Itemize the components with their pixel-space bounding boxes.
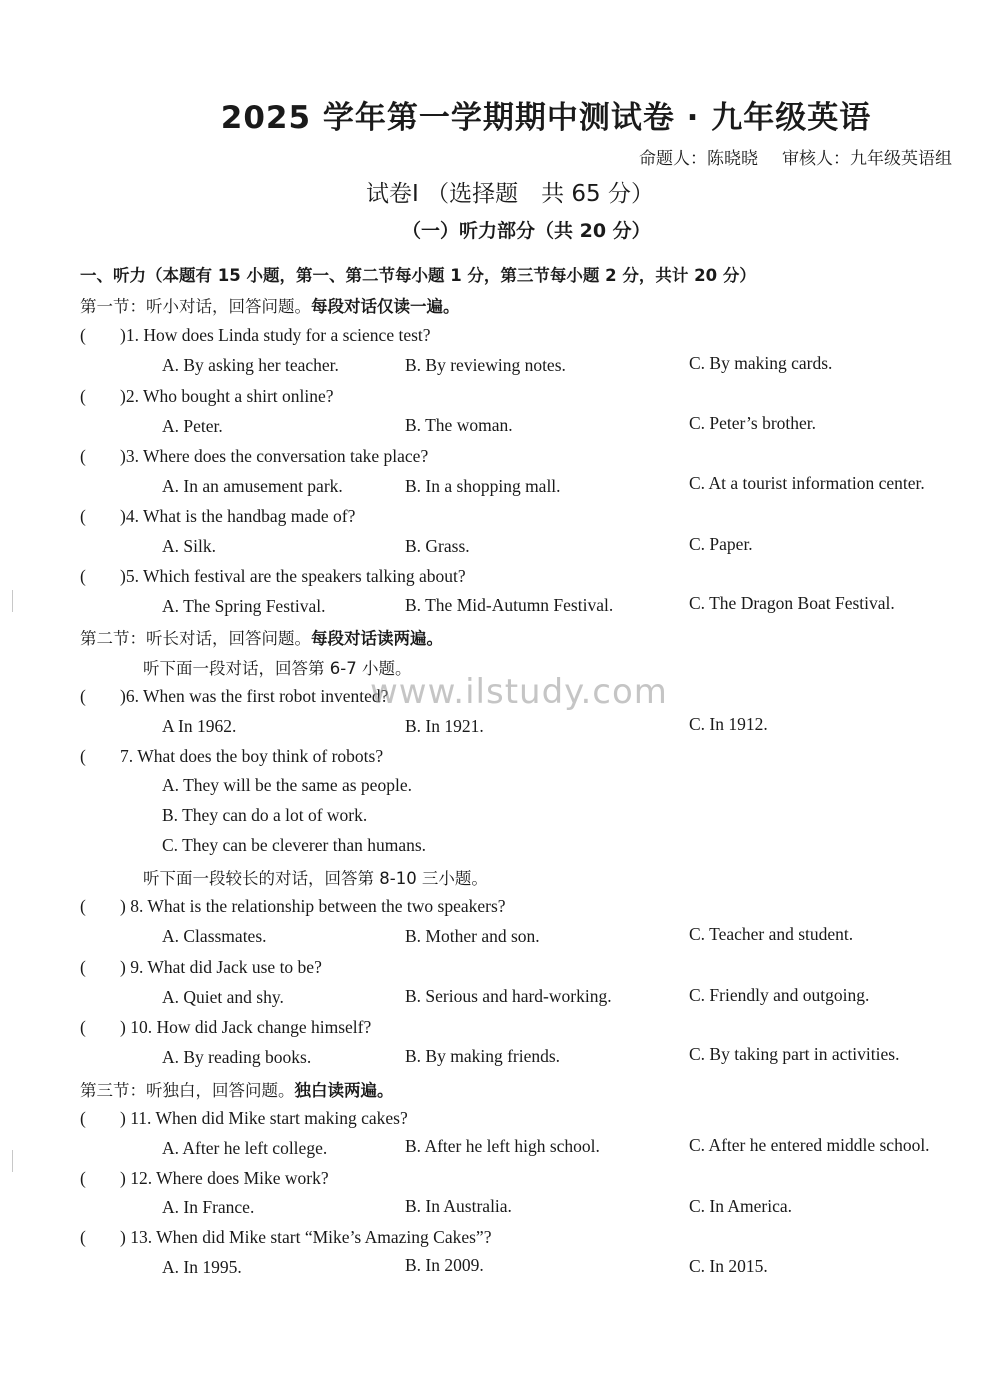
option-b: B. In 2009.	[405, 1255, 484, 1275]
answer-blank[interactable]: (	[80, 746, 86, 766]
question-text: What does the boy think of robots?	[137, 746, 384, 766]
answer-blank[interactable]: (	[80, 506, 86, 526]
answer-blank[interactable]: (	[80, 1168, 86, 1188]
part3-label: 第三节：听独白，回答问题。	[80, 1081, 295, 1100]
answer-blank[interactable]: (	[80, 1108, 86, 1128]
part2-instruction-1: 听下面一段对话，回答第 6-7 小题。	[143, 659, 412, 678]
question-number: )1.	[120, 325, 139, 345]
question-6	[80, 686, 388, 707]
question-12	[80, 1168, 329, 1189]
answer-blank[interactable]: (	[80, 566, 86, 586]
option-c: C. By taking part in activities.	[689, 1044, 900, 1064]
question-2	[80, 386, 334, 407]
section-heading: 一、听力（本题有 15 小题，第一、第二节每小题 1 分，第三节每小题 2 分，共计 20 分）	[80, 266, 756, 285]
question-text: How does Linda study for a science test?	[143, 325, 431, 345]
option-a: A. Classmates.	[162, 926, 267, 946]
option-c: C. In America.	[689, 1196, 793, 1216]
question-9	[80, 957, 322, 978]
option-c: C. They can be cleverer than humans.	[162, 835, 427, 855]
question-number: ) 8.	[120, 896, 144, 916]
scan-edge-mark	[12, 590, 13, 612]
question-number: ) 11.	[120, 1108, 152, 1128]
question-number: )4.	[120, 506, 139, 526]
question-3	[80, 446, 428, 467]
answer-blank[interactable]: (	[80, 686, 86, 706]
option-c: C. Teacher and student.	[689, 924, 854, 944]
option-a: A In 1962.	[162, 716, 237, 736]
option-c: C. In 1912.	[689, 714, 768, 734]
scan-edge-mark	[12, 1150, 13, 1172]
question-text: Who bought a shirt online?	[143, 386, 334, 406]
part3-heading	[80, 1077, 394, 1101]
option-c: C. Paper.	[689, 534, 753, 554]
question-text: Where does Mike work?	[156, 1168, 329, 1188]
question-1	[80, 325, 431, 346]
question-number: ) 10.	[120, 1017, 153, 1037]
part3-note: 独白读两遍。	[294, 1081, 394, 1100]
option-c: C. Friendly and outgoing.	[689, 985, 870, 1005]
paper-part-heading: 试卷Ⅰ （选择题 共 65 分）	[366, 181, 654, 207]
question-5	[80, 566, 466, 587]
reviewer: 审核人：九年级英语组	[782, 149, 952, 169]
option-b: B. In 1921.	[405, 716, 484, 736]
part2-instruction-2: 听下面一段较长的对话，回答第 8-10 三小题。	[143, 869, 488, 888]
option-b: B. They can do a lot of work.	[162, 805, 368, 825]
question-13	[80, 1227, 491, 1248]
question-number: )2.	[120, 386, 139, 406]
option-c: C. The Dragon Boat Festival.	[689, 593, 895, 613]
author: 命题人：陈晓晓	[639, 149, 758, 169]
part1-note: 每段对话仅读一遍。	[311, 297, 460, 316]
option-a: A. By reading books.	[162, 1047, 312, 1067]
exam-authors	[639, 144, 952, 169]
question-text: When did Mike start “Mike’s Amazing Cakes”?	[156, 1227, 492, 1247]
question-text: What is the relationship between the two speakers?	[147, 896, 506, 916]
question-number: ) 13.	[120, 1227, 153, 1247]
exam-title: 2025 学年第一学期期中测试卷 · 九年级英语	[220, 100, 872, 136]
question-10	[80, 1017, 371, 1038]
option-b: B. Grass.	[405, 536, 470, 556]
option-a: A. They will be the same as people.	[162, 775, 412, 795]
option-a: A. Peter.	[162, 416, 223, 436]
option-c: C. Peter’s brother.	[689, 413, 817, 433]
option-b: B. In a shopping mall.	[405, 476, 561, 496]
answer-blank[interactable]: (	[80, 325, 86, 345]
option-c: C. By making cards.	[689, 353, 833, 373]
listening-part-heading: （一）听力部分（共 20 分）	[402, 220, 651, 242]
question-8	[80, 896, 506, 917]
question-11	[80, 1108, 408, 1129]
question-text: Where does the conversation take place?	[143, 446, 429, 466]
part1-label: 第一节：听小对话，回答问题。	[80, 297, 311, 316]
answer-blank[interactable]: (	[80, 386, 86, 406]
part2-heading	[80, 625, 443, 649]
answer-blank[interactable]: (	[80, 896, 86, 916]
question-text: How did Jack change himself?	[156, 1017, 372, 1037]
answer-blank[interactable]: (	[80, 1017, 86, 1037]
watermark: www.ilstudy.com	[370, 672, 668, 712]
part1-heading	[80, 293, 460, 317]
option-b: B. By reviewing notes.	[405, 355, 566, 375]
question-7	[80, 746, 383, 767]
question-number: ) 12.	[120, 1168, 153, 1188]
option-c: C. At a tourist information center.	[689, 473, 925, 493]
option-c: C. In 2015.	[689, 1256, 768, 1276]
part2-note: 每段对话读两遍。	[311, 629, 443, 648]
question-text: Which festival are the speakers talking about?	[143, 566, 466, 586]
option-b: B. The Mid-Autumn Festival.	[405, 595, 614, 615]
option-b: B. The woman.	[405, 415, 513, 435]
option-c: C. After he entered middle school.	[689, 1135, 930, 1155]
question-text: When did Mike start making cakes?	[155, 1108, 408, 1128]
option-a: A. After he left college.	[162, 1138, 328, 1158]
option-b: B. Mother and son.	[405, 926, 540, 946]
answer-blank[interactable]: (	[80, 957, 86, 977]
option-a: A. By asking her teacher.	[162, 355, 339, 375]
option-b: B. By making friends.	[405, 1046, 561, 1066]
part2-label: 第二节：听长对话，回答问题。	[80, 629, 311, 648]
option-a: A. Silk.	[162, 536, 216, 556]
question-number: )3.	[120, 446, 139, 466]
question-number: 7.	[120, 746, 134, 766]
question-text: When was the first robot invented?	[143, 686, 389, 706]
option-a: A. In 1995.	[162, 1257, 242, 1277]
option-a: A. In an amusement park.	[162, 476, 343, 496]
option-a: A. In France.	[162, 1197, 255, 1217]
answer-blank[interactable]: (	[80, 446, 86, 466]
question-4	[80, 506, 355, 527]
answer-blank[interactable]: (	[80, 1227, 86, 1247]
option-a: A. Quiet and shy.	[162, 987, 284, 1007]
question-text: What did Jack use to be?	[147, 957, 322, 977]
option-b: B. In Australia.	[405, 1196, 512, 1216]
option-b: B. Serious and hard-working.	[405, 986, 612, 1006]
option-b: B. After he left high school.	[405, 1136, 600, 1156]
option-a: A. The Spring Festival.	[162, 596, 326, 616]
question-number: )5.	[120, 566, 139, 586]
question-number: ) 9.	[120, 957, 144, 977]
question-number: )6.	[120, 686, 139, 706]
question-text: What is the handbag made of?	[143, 506, 356, 526]
